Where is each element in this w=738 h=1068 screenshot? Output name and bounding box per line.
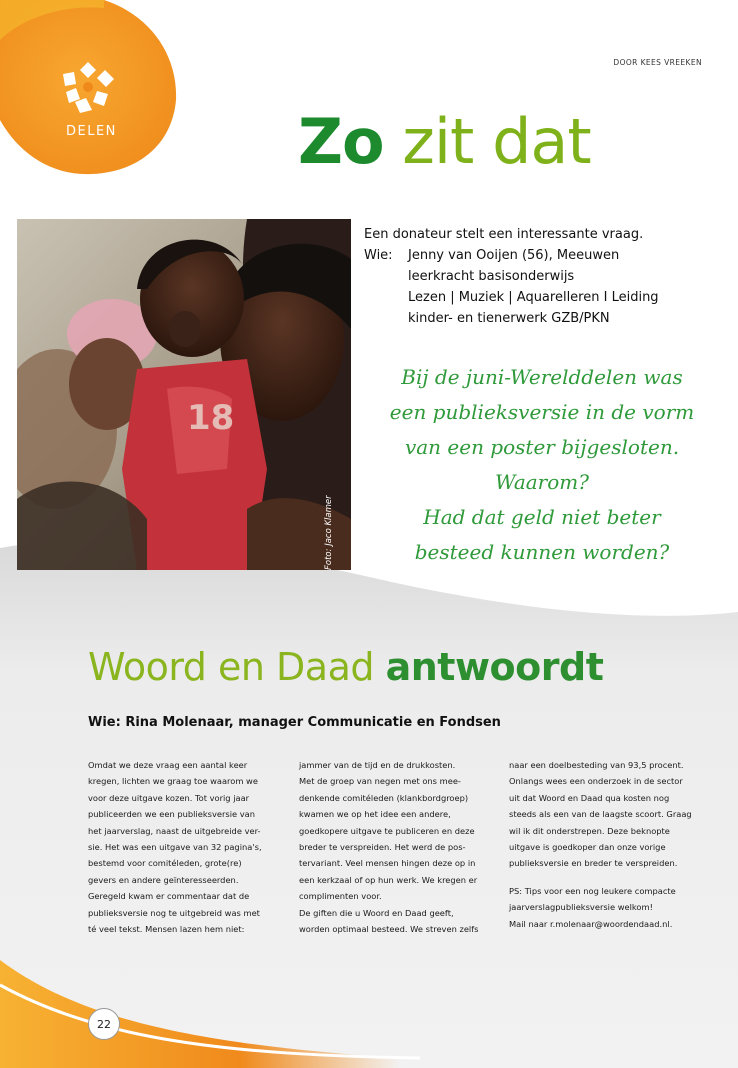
intro-text: leerkracht basisonderwijs — [408, 269, 575, 284]
body-line: het jaarverslag, naast de uitgebreide ver- — [88, 825, 261, 836]
body-line: Geregeld kwam er commentaar dat de — [88, 891, 250, 902]
question-intro — [364, 224, 714, 329]
body-line: sie. Het was een uitgave van 32 pagina's, — [88, 842, 262, 853]
body-column-2 — [299, 757, 489, 937]
body-line: té veel tekst. Mensen lazen hem niet: — [88, 924, 245, 935]
photo-mother-and-child — [17, 219, 351, 570]
photo-credit: Foto: Jaco Klamer — [324, 495, 334, 570]
quote-line: Waarom? — [495, 470, 589, 494]
donor-question-quote — [372, 360, 712, 570]
body-line: publieksversie nog te uitgebreid was met — [88, 907, 260, 918]
body-line: uitgave is goedkoper dan onze vorige — [509, 842, 666, 853]
body-column-3 — [509, 757, 699, 932]
body-line: publieksversie en breder te verspreiden. — [509, 858, 678, 869]
intro-text: kinder- en tienerwerk GZB/PKN — [408, 311, 610, 326]
body-line: wil ik dit onderstrepen. Deze beknopte — [509, 825, 670, 836]
quote-line: Bij de juni-Werelddelen was — [401, 365, 683, 389]
body-line: Mail naar r.molenaar@woordendaad.nl. — [509, 918, 673, 929]
body-line: uit dat Woord en Daad qua kosten nog — [509, 792, 670, 803]
intro-label-spacer — [364, 266, 408, 287]
intro-line — [364, 245, 714, 266]
answer-heading-light: Woord en Daad — [88, 645, 374, 689]
quote-line: besteed kunnen worden? — [414, 540, 670, 564]
body-line: De giften die u Woord en Daad geeft, — [299, 907, 454, 918]
intro-line — [364, 266, 714, 287]
body-line: denkende comitéleden (klankbordgroep) — [299, 792, 469, 803]
intro-text: Een donateur stelt een interessante vraag. — [364, 227, 644, 242]
body-line: Onlangs wees een onderzoek in de sector — [509, 776, 683, 787]
body-line: jaarverslagpublieksversie welkom! — [509, 902, 653, 913]
section-badge-label: DELEN — [66, 124, 117, 139]
intro-label: Wie: — [364, 248, 393, 263]
body-line: goedkopere uitgave te publiceren en deze — [299, 825, 475, 836]
quote-line: van een poster bijgesloten. — [404, 435, 680, 459]
body-line: voor deze uitgave kozen. Tot vorig jaar — [88, 792, 250, 803]
intro-label-spacer — [364, 308, 408, 329]
body-line: bestemd voor comitéleden, grote(re) — [88, 858, 242, 869]
byline: DOOR KEES VREEKEN — [613, 58, 702, 67]
page-number: 22 — [88, 1008, 120, 1040]
quote-line: een publieksversie in de vorm — [389, 400, 695, 424]
page-title-light: zit dat — [402, 105, 591, 178]
answer-subtitle: Wie: Rina Molenaar, manager Communicatie en Fondsen — [88, 715, 501, 730]
body-line: tervariant. Veel mensen hingen deze op in — [299, 858, 476, 869]
answer-heading — [88, 645, 603, 689]
body-line: een kerkzaal of op hun werk. We kregen er — [299, 874, 478, 885]
delen-logo-icon — [60, 60, 116, 114]
body-line: steeds als een van de laagste scoort. Graag — [509, 809, 692, 820]
body-line: jammer van de tijd en de drukkosten. — [299, 760, 456, 770]
answer-heading-bold: antwoordt — [385, 645, 604, 689]
body-line: gevers en andere geïnteresseerden. — [88, 874, 239, 885]
body-line: breder te verspreiden. Het werd de pos- — [299, 842, 466, 853]
body-line: naar een doelbesteding van 93,5 procent. — [509, 760, 684, 770]
intro-text: Jenny van Ooijen (56), Meeuwen — [408, 248, 620, 263]
intro-line — [364, 224, 714, 245]
body-line: complimenten voor. — [299, 891, 382, 902]
intro-line — [364, 287, 714, 308]
body-line: worden optimaal besteed. We streven zelfs — [299, 924, 479, 935]
body-line: Omdat we deze vraag een aantal keer — [88, 760, 248, 770]
page-title-bold: Zo — [298, 105, 384, 178]
body-column-1 — [88, 757, 278, 937]
intro-text: Lezen | Muziek | Aquarelleren I Leiding — [408, 290, 659, 305]
paragraph-gap — [509, 872, 699, 883]
page-title — [298, 105, 591, 178]
body-line: Met de groep van negen met ons mee- — [299, 776, 461, 787]
body-line: PS: Tips voor een nog leukere compacte — [509, 885, 676, 896]
body-line: publiceerden we een publieksversie van — [88, 809, 256, 820]
intro-line — [364, 308, 714, 329]
body-line: kregen, lichten we graag toe waarom we — [88, 776, 258, 787]
quote-line: Had dat geld niet beter — [423, 505, 661, 529]
svg-text:18: 18 — [187, 398, 235, 438]
intro-label-spacer — [364, 287, 408, 308]
body-line: kwamen we op het idee een andere, — [299, 809, 451, 820]
